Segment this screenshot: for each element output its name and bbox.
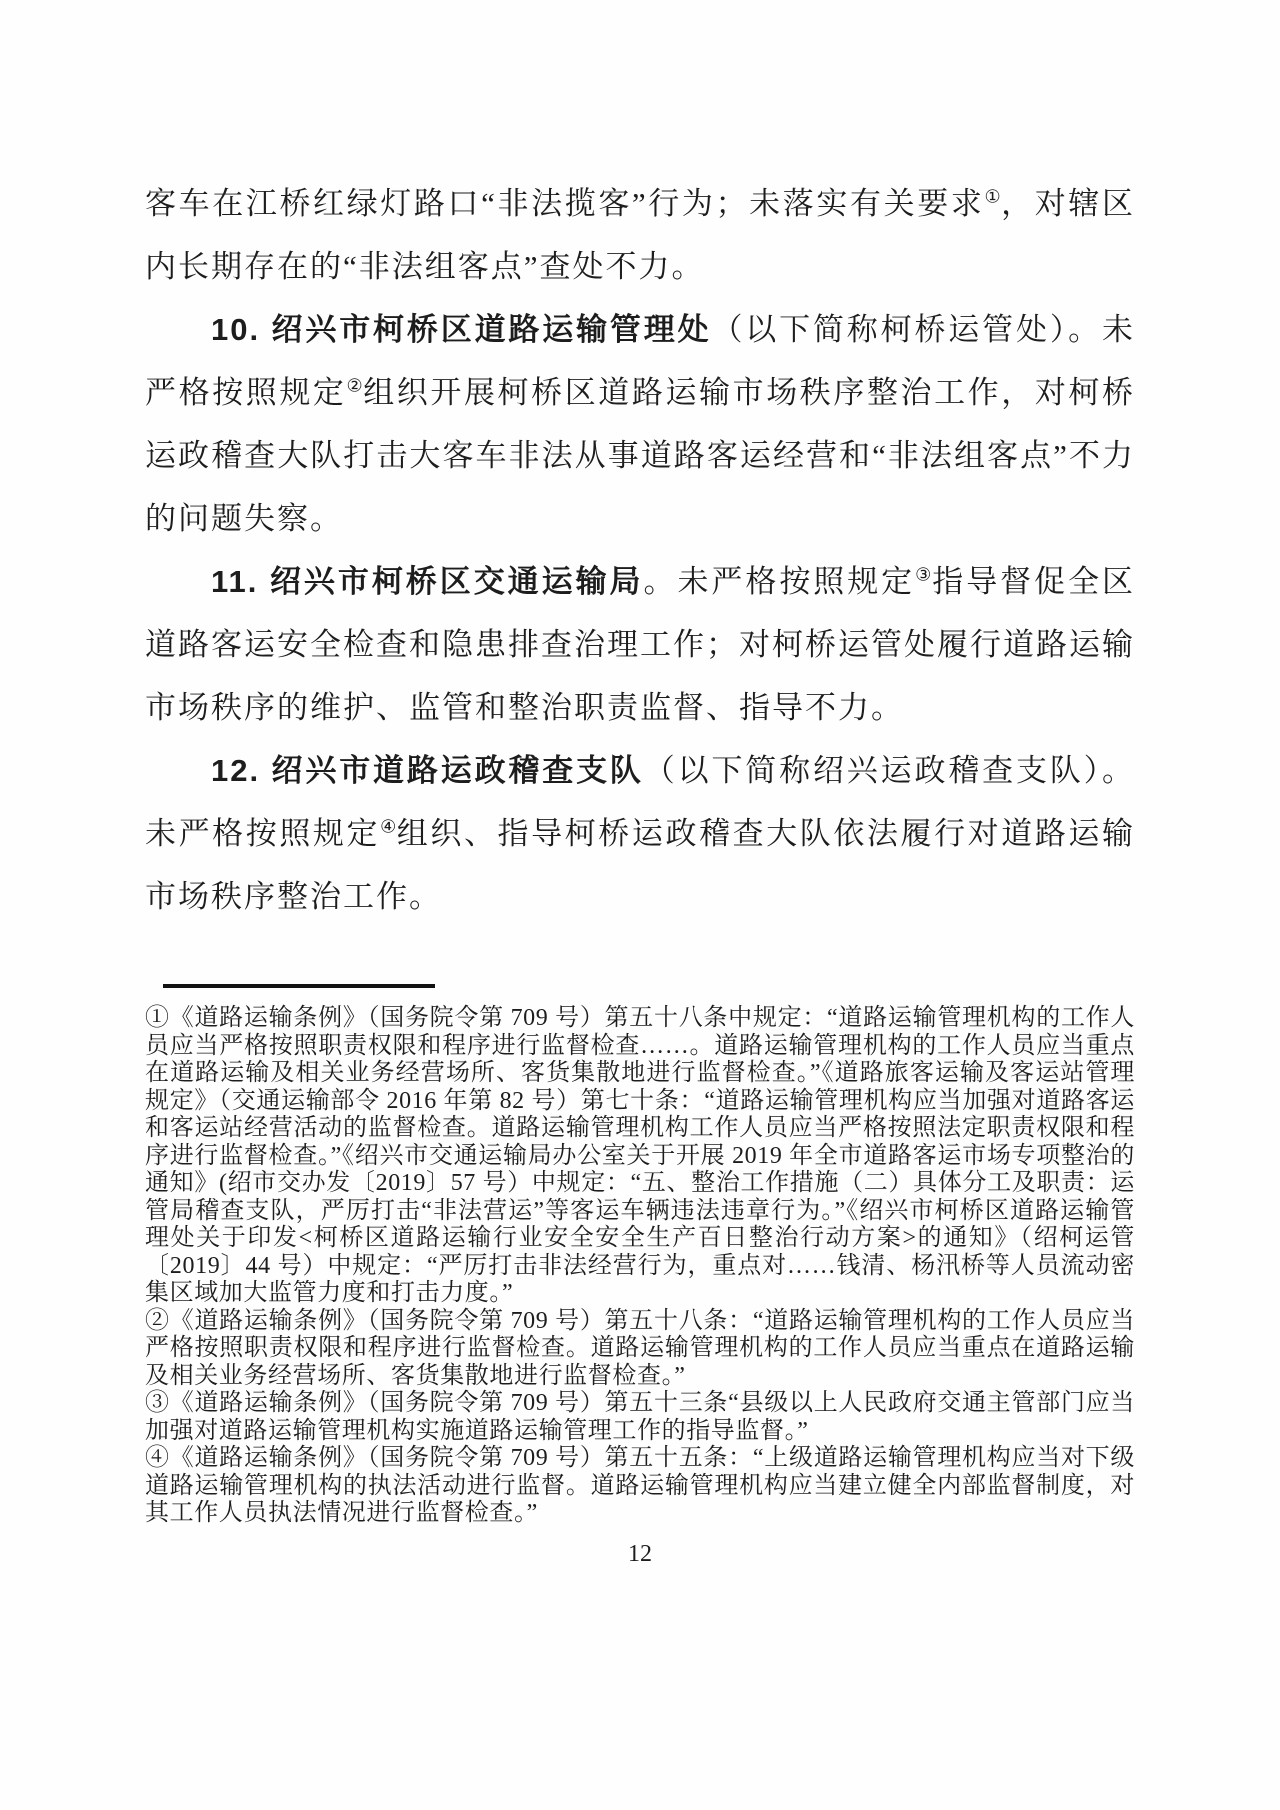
footnote-ref-2: ② xyxy=(346,375,364,396)
paragraph-item-11 xyxy=(145,550,1135,739)
paragraph-item-10 xyxy=(145,298,1135,550)
footnote-2: ②《道路运输条例》（国务院令第 709 号）第五十八条：“道路运输管理机构的工作人员应当严格按照职责权限和程序进行监督检查。道路运输管理机构的工作人员应当重点在道路运输及相关业务经营场所、客货集散地进行监督检查。” xyxy=(145,1307,1135,1389)
item-11-heading: 11. 绍兴市柯桥区交通运输局 xyxy=(211,564,644,599)
footnote-3: ③《道路运输条例》（国务院令第 709 号）第五十三条“县级以上人民政府交通主管部门应当加强对道路运输管理机构实施道路运输管理工作的指导监督。” xyxy=(145,1390,1135,1444)
text-run: 组织开展柯桥区道路运输市场秩序整治工作，对柯桥运政稽查大队打击大客车非法从事道路客运经营和“非法组客点”不力的问题失察。 xyxy=(145,375,1136,536)
footnote-separator xyxy=(163,984,435,988)
text-run: （以下简称柯桥运管处）。未严格按照规定 xyxy=(145,312,1135,410)
footnote-1: ①《道路运输条例》（国务院令第 709 号）第五十八条中规定：“道路运输管理机构的工作人员应当严格按照职责权限和程序进行监督检查……。道路运输管理机构的工作人员应当重点在道路运输及相关业务经营场所、客货集散地进行监督检查。”《道路旅客运输及客运站管理规定》（交通运输部令 2016 年第 82 号）第七十条：“道路运输管理机构应当加强对道路客运和客运站经营活动的监督检查。道路运输管理机构工作人员应当严格按照法定职责权限和程序进行监督检查。”《绍兴市交通运输局办公室关于开展 2019 年全市道路客运市场专项整治的通知》(绍市交办发〔2019〕57 号）中规定：“五、整治工作措施（二）具体分工及职责：运管局稽查支队，严厉打击“非法营运”等客运车辆违法违章行为。”《绍兴市柯桥区道路运输管理处关于印发<柯桥区道路运输行业安全安全生产百日整治行动方案>的通知》（绍柯运管〔2019〕44 号）中规定：“严厉打击非法经营行为，重点对……钱清、杨汛桥等人员流动密集区域加大监管力度和打击力度。” xyxy=(145,1005,1135,1306)
footnotes-section xyxy=(0,1005,1280,1528)
footnote-ref-3: ③ xyxy=(915,564,933,585)
footnote-ref-1: ① xyxy=(984,186,1002,207)
item-10-heading: 10. 绍兴市柯桥区道路运输管理处 xyxy=(211,312,712,347)
text-run: 。未严格按照规定 xyxy=(643,564,916,599)
text-run: （以下简称绍兴运政稽查支队）。未严格按照规定 xyxy=(145,753,1135,851)
item-12-heading: 12. 绍兴市道路运政稽查支队 xyxy=(211,753,644,788)
footnote-ref-4: ④ xyxy=(380,816,397,837)
paragraph-continuation xyxy=(145,172,1135,298)
page-number: 12 xyxy=(628,1540,652,1567)
text-run: 组织、指导柯桥运政稽查大队依法履行对道路运输市场秩序整治工作。 xyxy=(145,816,1136,914)
paragraph-item-12 xyxy=(145,739,1135,928)
text-run: 客车在江桥红绿灯路口“非法揽客”行为；未落实有关要求 xyxy=(145,186,985,221)
text-run: 指导督促全区道路客运安全检查和隐患排查治理工作；对柯桥运管处履行道路运输市场秩序的维护、监管和整治职责监督、指导不力。 xyxy=(145,564,1136,725)
text-run: ，对辖区内长期存在的“非法组客点”查处不力。 xyxy=(145,186,1136,284)
footnote-4: ④《道路运输条例》（国务院令第 709 号）第五十五条：“上级道路运输管理机构应当对下级道路运输管理机构的执法活动进行监督。道路运输管理机构应当建立健全内部监督制度，对其工作人员执法情况进行监督检查。” xyxy=(145,1445,1135,1526)
